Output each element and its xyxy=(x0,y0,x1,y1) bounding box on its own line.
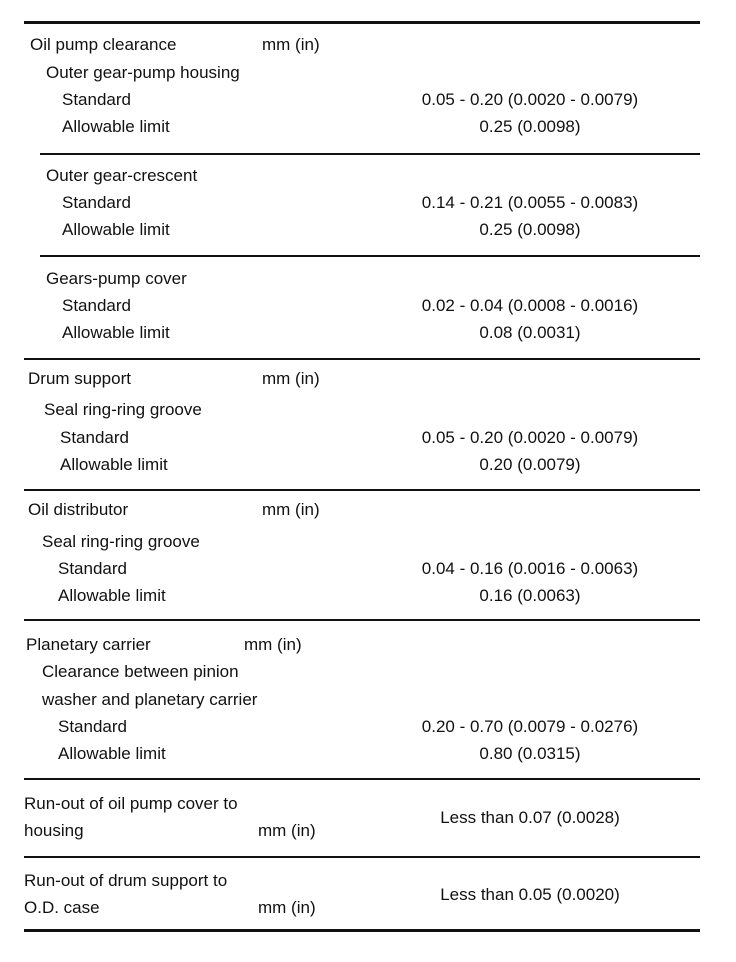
standard-value: 0.14 - 0.21 (0.0055 - 0.0083) xyxy=(421,193,639,212)
limit-value: 0.25 (0.0098) xyxy=(479,117,581,136)
standard-value: 0.20 - 0.70 (0.0079 - 0.0276) xyxy=(421,717,639,736)
limit-label: Allowable limit xyxy=(60,455,168,474)
section-unit: mm (in) xyxy=(258,821,316,840)
standard-label: Standard xyxy=(62,90,131,109)
table-bottom-rule xyxy=(24,929,700,932)
limit-label: Allowable limit xyxy=(58,586,166,605)
section-unit: mm (in) xyxy=(262,500,320,519)
limit-value: 0.16 (0.0063) xyxy=(479,586,581,605)
sub-label: Outer gear-crescent xyxy=(46,166,198,185)
section-title: Oil pump clearance xyxy=(30,35,177,54)
limit-value: 0.80 (0.0315) xyxy=(479,744,581,763)
section-divider xyxy=(24,778,700,780)
sub-label: Seal ring-ring groove xyxy=(44,400,202,419)
standard-value: 0.05 - 0.20 (0.0020 - 0.0079) xyxy=(421,90,639,109)
section-title: Oil distributor xyxy=(28,500,129,519)
section-unit: mm (in) xyxy=(262,369,320,388)
standard-value: 0.02 - 0.04 (0.0008 - 0.0016) xyxy=(421,296,639,315)
limit-label: Allowable limit xyxy=(62,117,170,136)
standard-label: Standard xyxy=(62,296,131,315)
section-unit: mm (in) xyxy=(258,898,316,917)
limit-label: Allowable limit xyxy=(62,323,170,342)
section-unit: mm (in) xyxy=(244,635,302,654)
limit-value: 0.08 (0.0031) xyxy=(479,323,581,342)
sub-label-line1: Clearance between pinion xyxy=(42,662,239,681)
sub-label: Gears-pump cover xyxy=(46,269,187,288)
section-divider xyxy=(24,489,700,491)
section-unit: mm (in) xyxy=(262,35,320,54)
standard-label: Standard xyxy=(62,193,131,212)
row-divider xyxy=(40,255,700,257)
standard-value: 0.04 - 0.16 (0.0016 - 0.0063) xyxy=(421,559,639,578)
section-title-line1: Run-out of drum support to xyxy=(24,871,228,890)
sub-label: Outer gear-pump housing xyxy=(46,63,240,82)
section-divider xyxy=(24,619,700,621)
section-title-line1: Run-out of oil pump cover to xyxy=(24,794,238,813)
section-divider xyxy=(24,856,700,858)
section-title: Drum support xyxy=(28,369,131,388)
limit-value: 0.20 (0.0079) xyxy=(479,455,581,474)
limit-value: 0.25 (0.0098) xyxy=(479,220,581,239)
section-title: Planetary carrier xyxy=(26,635,151,654)
row-divider xyxy=(40,153,700,155)
limit-label: Allowable limit xyxy=(58,744,166,763)
section-title-line2: O.D. case xyxy=(24,898,100,917)
limit-label: Allowable limit xyxy=(62,220,170,239)
standard-label: Standard xyxy=(58,717,127,736)
sub-label: Seal ring-ring groove xyxy=(42,532,200,551)
standard-label: Standard xyxy=(58,559,127,578)
runout-value: Less than 0.07 (0.0028) xyxy=(440,808,620,827)
runout-value: Less than 0.05 (0.0020) xyxy=(440,885,620,904)
sub-label-line2: washer and planetary carrier xyxy=(42,690,258,709)
section-divider xyxy=(24,358,700,360)
table-top-rule xyxy=(24,21,700,24)
standard-value: 0.05 - 0.20 (0.0020 - 0.0079) xyxy=(421,428,639,447)
section-title-line2: housing xyxy=(24,821,84,840)
standard-label: Standard xyxy=(60,428,129,447)
